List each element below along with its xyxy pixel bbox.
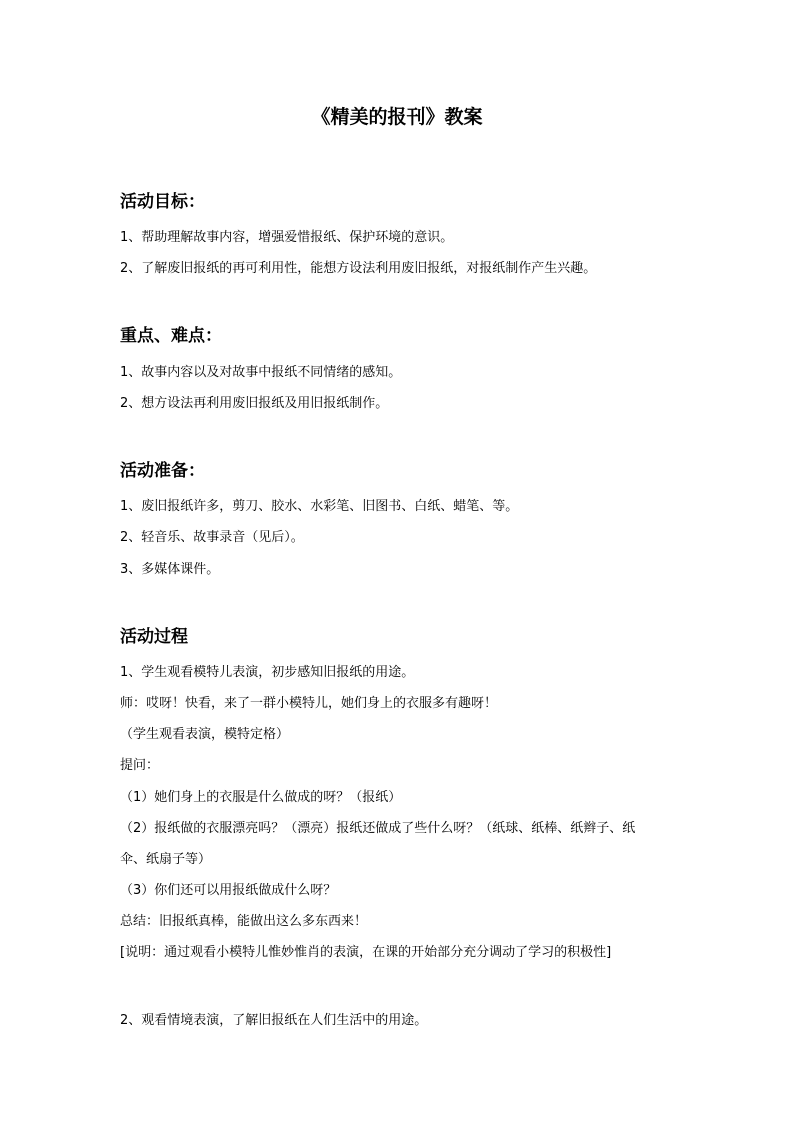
process-line: 提问： (120, 758, 160, 773)
process-line: （学生观看表演，模特定格） (120, 727, 290, 742)
process-line: [说明：通过观看小模特儿惟妙惟肖的表演，在课的开始部分充分调动了学习的积极性] (120, 945, 612, 960)
process-line: 伞、纸扇子等） (120, 852, 212, 867)
process-line: 1、学生观看模特儿表演，初步感知旧报纸的用途。 (120, 665, 415, 680)
section-heading-process: 活动过程 (120, 627, 188, 647)
document-title: 《精美的报刊》教案 (311, 106, 483, 128)
section-heading-key-points: 重点、难点： (120, 326, 222, 346)
key-points-item: 2、想方设法再利用废旧报纸及用旧报纸制作。 (120, 396, 389, 411)
preparation-item: 2、轻音乐、故事录音（见后）。 (120, 530, 304, 545)
process-line: （1）她们身上的衣服是什么做成的呀？（报纸） (120, 790, 402, 805)
goals-item: 2、了解废旧报纸的再可利用性，能想方设法利用废旧报纸，对报纸制作产生兴趣。 (120, 261, 597, 276)
goals-item: 1、帮助理解故事内容，增强爱惜报纸、保护环境的意识。 (120, 230, 454, 245)
section-heading-goals: 活动目标： (120, 192, 205, 212)
key-points-item: 1、故事内容以及对故事中报纸不同情绪的感知。 (120, 365, 402, 380)
process-line: 师：哎呀！快看，来了一群小模特儿，她们身上的衣服多有趣呀！ (120, 696, 498, 711)
process-line: 2、观看情境表演，了解旧报纸在人们生活中的用途。 (120, 1013, 428, 1028)
preparation-item: 3、多媒体课件。 (120, 562, 220, 577)
section-heading-preparation: 活动准备： (120, 461, 205, 481)
process-line: （3）你们还可以用报纸做成什么呀？ (120, 883, 337, 898)
preparation-item: 1、废旧报纸许多，剪刀、胶水、水彩笔、旧图书、白纸、蜡笔、等。 (120, 499, 519, 514)
process-line: 总结：旧报纸真棒，能做出这么多东西来！ (120, 914, 368, 929)
process-line: （2）报纸做的衣服漂亮吗？（漂亮）报纸还做成了些什么呀？（纸球、纸棒、纸辫子、纸 (120, 821, 636, 836)
